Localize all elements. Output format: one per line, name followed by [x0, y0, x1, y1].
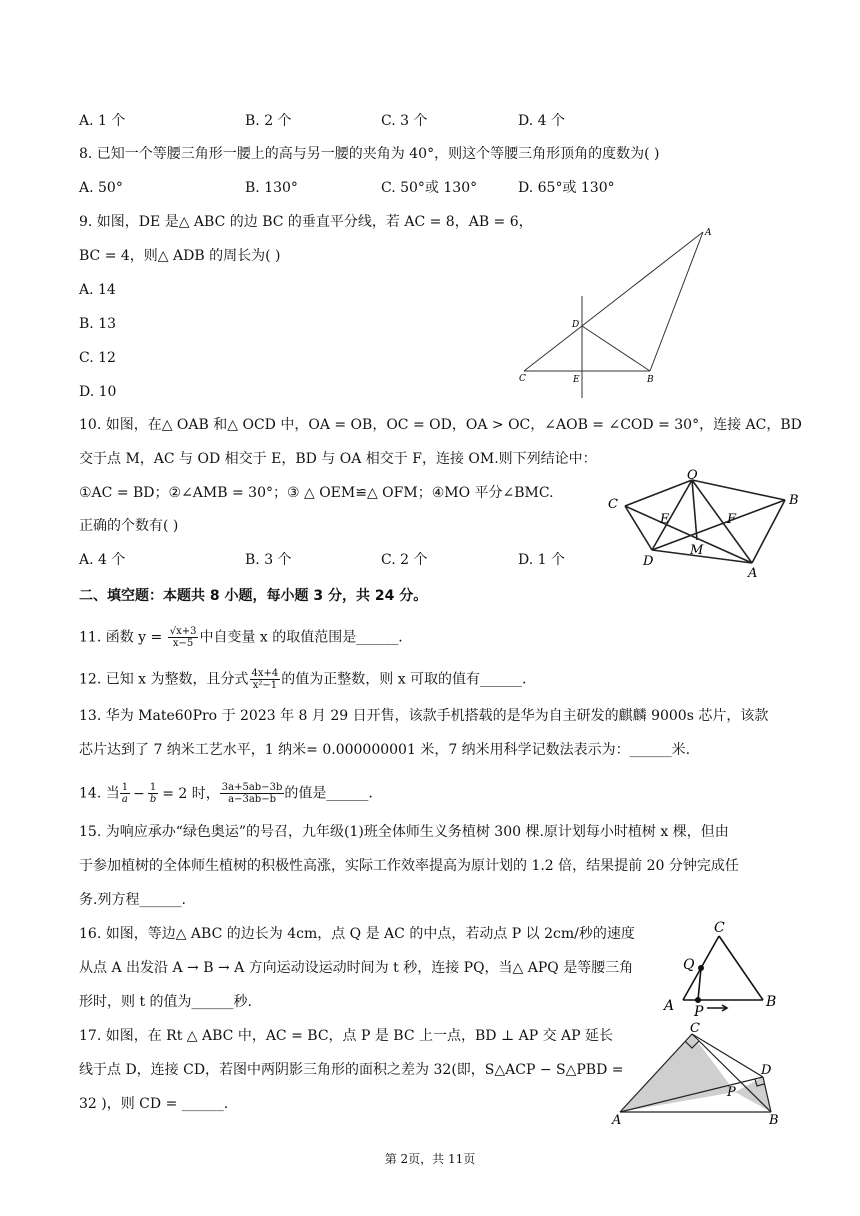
- q16-line3: 形时，则 t 的值为______秒.: [79, 994, 252, 1010]
- q14-fraction-1-denominator: a: [121, 794, 128, 805]
- q12-fraction-numerator: 4x+4: [251, 668, 279, 679]
- q12: [79, 668, 527, 691]
- q7-option-d: D. 4 个: [518, 113, 565, 129]
- q14-fraction-1-numerator: 1: [121, 782, 129, 793]
- q7-option-a: A. 1 个: [79, 113, 126, 129]
- q8-option-c: C. 50°或 130°: [381, 180, 478, 196]
- q17-shaded-acp: [620, 1034, 735, 1112]
- q17-label-p: P: [727, 1085, 736, 1100]
- q17-line1: 17. 如图，在 Rt △ ABC 中，AC = BC，点 P 是 BC 上一点，BD ⊥ AP 交 AP 延长: [79, 1028, 614, 1044]
- q14-fraction-3: [220, 782, 285, 805]
- q16-label-p: P: [694, 1004, 704, 1018]
- q13-line2: 芯片达到了 7 纳米工艺水平，1 纳米= 0.000000001 米，7 纳米用科学记数法表示为：______米.: [79, 742, 691, 758]
- q9-stem-line1: 9. 如图，DE 是△ ABC 的边 BC 的垂直平分线，若 AC = 8，AB = 6，: [79, 214, 533, 230]
- page-footer: 第 2页，共 11页: [384, 1152, 476, 1166]
- q11-fraction-denominator: x−5: [172, 638, 194, 649]
- q15-line1: 15. 为响应承办“绿色奥运”的号召，九年级(1)班全体师生义务植树 300 棵.原计划每小时植树 x 棵，但由: [79, 824, 729, 840]
- q17-line3: 32 )，则 CD = ______.: [79, 1096, 229, 1112]
- q16-line2: 从点 A 出发沿 A → B → A 方向运动设运动时间为 t 秒，连接 PQ，当△ APQ 是等腰三角: [79, 960, 634, 976]
- q10-label-c: C: [608, 497, 618, 512]
- q15-line3: 务.列方程______.: [79, 892, 186, 908]
- q16-label-b: B: [766, 994, 777, 1010]
- q10-label-f: F: [727, 512, 737, 527]
- q10-stem-line1: 10. 如图，在△ OAB 和△ OCD 中，OA = OB，OC = OD，OA > OC，∠AOB = ∠COD = 30°，连接 AC，BD: [79, 417, 802, 433]
- q16-point-p: [695, 997, 701, 1003]
- q10-label-m: M: [690, 543, 704, 558]
- q14-fraction-2-denominator: b: [149, 794, 157, 805]
- q10-label-o: O: [687, 468, 698, 483]
- q16-label-a: A: [664, 998, 675, 1014]
- q10-option-b: B. 3 个: [245, 552, 292, 568]
- q12-prefix: 12. 已知 x 为整数，且分式: [79, 671, 249, 688]
- q14-fraction-1: [120, 782, 130, 805]
- q10-label-a: A: [748, 566, 758, 580]
- q14-prefix: 14. 当: [79, 785, 120, 802]
- q9-triangle-figure: [510, 222, 720, 402]
- q14: [79, 782, 373, 805]
- q14-fraction-2-numerator: 1: [148, 782, 158, 794]
- q9-label-c: C: [519, 374, 526, 384]
- q16-label-q: Q: [683, 957, 695, 973]
- q11: [79, 626, 403, 649]
- q10-stem-line3: ①AC = BD；②∠AMB = 30°；③ △ OEM≌△ OFM；④MO 平分∠BMC.: [79, 485, 554, 501]
- q8-option-a: A. 50°: [79, 180, 123, 196]
- section-title-fill-in: 二、填空题：本题共 8 小题，每小题 3 分，共 24 分。: [79, 588, 428, 604]
- q11-prefix: 11. 函数 y =: [79, 629, 163, 646]
- q17-label-c: C: [690, 1022, 700, 1036]
- q10-label-d: D: [643, 554, 654, 569]
- q8-option-d: D. 65°或 130°: [518, 180, 615, 196]
- q9-label-b: B: [647, 375, 654, 385]
- q14-equals: = 2 时，: [162, 785, 220, 802]
- q14-fraction-2: [148, 782, 158, 805]
- q16-label-c: C: [714, 920, 725, 936]
- q14-fraction-3-numerator: 3a+5ab−3b: [221, 782, 283, 793]
- q9-label-e: E: [573, 375, 580, 385]
- q17-triangle-figure: [605, 1022, 795, 1132]
- q10-stem-line2: 交于点 M，AC 与 OD 相交于 E，BD 与 OA 相交于 F，连接 OM.则下列结论中：: [79, 451, 597, 467]
- q16-point-q: [698, 965, 704, 971]
- q10-triangles-figure: [600, 468, 810, 580]
- q15-line2: 于参加植树的全体师生植树的积极性高涨，实际工作效率提高为原计划的 1.2 倍，结果提前 20 分钟完成任: [79, 858, 739, 874]
- q16-line1: 16. 如图，等边△ ABC 的边长为 4cm，点 Q 是 AC 的中点，若动点 P 以 2cm/秒的速度: [79, 926, 635, 942]
- q9-label-a: A: [705, 228, 712, 238]
- q17-label-b: B: [769, 1113, 779, 1128]
- q10-label-b: B: [789, 493, 799, 508]
- q10-stem-line4: 正确的个数有( ): [79, 518, 179, 534]
- q17-label-a: A: [612, 1113, 622, 1128]
- q11-fraction-numerator: √x+3: [169, 626, 197, 637]
- q8-option-b: B. 130°: [245, 180, 298, 196]
- q12-fraction-denominator: x²−1: [252, 680, 278, 691]
- q12-suffix: 的值为正整数，则 x 可取的值有______.: [281, 671, 527, 688]
- q10-option-c: C. 2 个: [381, 552, 428, 568]
- q8-stem: 8. 已知一个等腰三角形一腰上的高与另一腰的夹角为 40°，则这个等腰三角形顶角的度数为( ): [79, 146, 660, 162]
- q9-option-d: D. 10: [79, 384, 117, 400]
- q7-option-b: B. 2 个: [245, 113, 292, 129]
- q14-suffix: 的值是______.: [284, 785, 373, 802]
- q12-fraction: [250, 668, 281, 691]
- q16-triangle-figure: [660, 916, 790, 1018]
- q17-line2: 线于点 D，连接 CD，若图中两阴影三角形的面积之差为 32(即，S△ACP − S△PBD =: [79, 1062, 624, 1078]
- q9-option-a: A. 14: [79, 282, 116, 298]
- q10-option-a: A. 4 个: [79, 552, 126, 568]
- q7-option-c: C. 3 个: [381, 113, 428, 129]
- q11-suffix: 中自变量 x 的取值范围是______.: [199, 629, 403, 646]
- q14-minus: −: [133, 785, 145, 802]
- q9-label-d: D: [572, 320, 580, 330]
- q9-stem-line2: BC = 4，则△ ADB 的周长为( ): [79, 248, 281, 264]
- q9-option-c: C. 12: [79, 350, 116, 366]
- q13-line1: 13. 华为 Mate60Pro 于 2023 年 8 月 29 日开售，该款手机搭载的是华为自主研发的麒麟 9000s 芯片，该款: [79, 708, 769, 724]
- q9-option-b: B. 13: [79, 316, 117, 332]
- q10-label-e: E: [660, 512, 670, 527]
- q10-option-d: D. 1 个: [518, 552, 565, 568]
- q14-fraction-3-denominator: a−3ab−b: [228, 794, 276, 805]
- q17-label-d: D: [761, 1063, 772, 1078]
- q11-fraction: [168, 626, 199, 649]
